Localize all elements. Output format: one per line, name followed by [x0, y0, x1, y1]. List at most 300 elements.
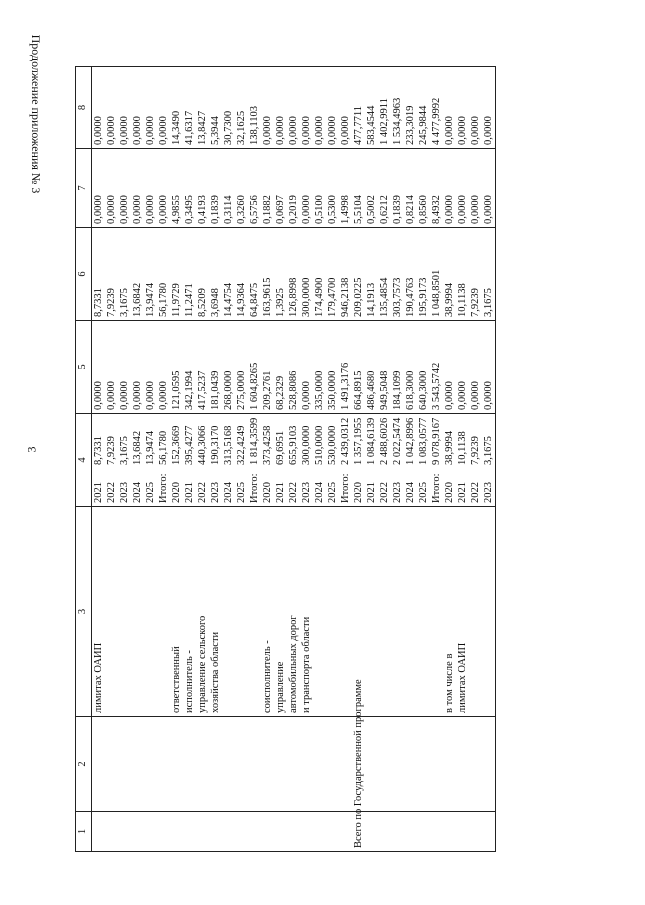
year-label: 2023: [392, 482, 403, 503]
year-total-cell: [456, 414, 469, 507]
value-cell: 11,9729: [170, 228, 183, 321]
column-2-cell: [157, 717, 170, 812]
value-cell: 1 604,8265: [248, 321, 261, 414]
program-name-cell: [235, 812, 248, 852]
value-cell: 0,0000: [482, 149, 496, 228]
value-cell: 0,8214: [404, 149, 417, 228]
value-cell: 0,0000: [456, 67, 469, 149]
value-cell: 68,2329: [274, 321, 287, 414]
total-value: 1 357,1955: [353, 417, 364, 465]
value-cell: 0,0000: [92, 321, 106, 414]
column-2-cell: [209, 717, 222, 812]
column-2-cell: [404, 717, 417, 812]
value-cell: 0,0000: [92, 149, 106, 228]
header-row: [76, 67, 92, 852]
executor-cell: [144, 507, 157, 717]
year-total-cell: [313, 414, 326, 507]
total-value: 9 078,9167: [431, 417, 442, 465]
program-name-cell: [183, 812, 196, 852]
value-cell: 64,8475: [248, 228, 261, 321]
value-cell: 664,8915: [352, 321, 365, 414]
value-cell: 7,9239: [105, 228, 118, 321]
value-cell: 949,5048: [378, 321, 391, 414]
table-row: [352, 67, 365, 852]
value-cell: 417,5237: [196, 321, 209, 414]
total-value: 313,5168: [223, 425, 234, 465]
value-cell: 0,0000: [118, 321, 131, 414]
program-name-cell: [378, 812, 391, 852]
continuation-label: Продолжение приложения № 3: [29, 34, 43, 194]
value-cell: 640,3000: [417, 321, 430, 414]
value-cell: 0,0000: [482, 67, 496, 149]
value-cell: 0,3495: [183, 149, 196, 228]
value-cell: 0,0000: [482, 321, 496, 414]
total-value: 13,6842: [132, 430, 143, 465]
value-cell: 0,5300: [326, 149, 339, 228]
budget-table-rotated: [75, 67, 645, 852]
year-label: Итого:: [249, 473, 260, 503]
column-2-cell: [417, 717, 430, 812]
executor-cell: [482, 507, 496, 717]
column-header: 7: [76, 149, 92, 228]
program-name-cell: [404, 812, 417, 852]
column-header: 2: [76, 717, 92, 812]
executor-cell: соисполнитель -: [261, 507, 274, 717]
total-value: 395,4277: [184, 425, 195, 465]
program-name-cell: [274, 812, 287, 852]
value-cell: 8,4932: [430, 149, 443, 228]
year-label: 2022: [197, 482, 208, 503]
column-2-cell: [144, 717, 157, 812]
value-cell: 56,1780: [157, 228, 170, 321]
column-2-cell: [118, 717, 131, 812]
value-cell: 245,9844: [417, 67, 430, 149]
value-cell: 583,4544: [365, 67, 378, 149]
executor-cell: лимитах ОАИП: [92, 507, 106, 717]
program-name-cell: [365, 812, 378, 852]
executor-cell: в том числе в: [443, 507, 456, 717]
table-body: [92, 67, 496, 852]
total-value: 3,1675: [119, 436, 130, 465]
value-cell: 0,0000: [131, 67, 144, 149]
table-row: [378, 67, 391, 852]
program-name-cell: [287, 812, 300, 852]
table-row: [287, 67, 300, 852]
column-2-cell: [248, 717, 261, 812]
value-cell: 0,3114: [222, 149, 235, 228]
value-cell: 486,4680: [365, 321, 378, 414]
total-value: 1 814,3599: [249, 417, 260, 465]
year-label: 2025: [327, 482, 338, 503]
year-total-cell: [391, 414, 404, 507]
column-header: 1: [76, 812, 92, 852]
year-label: 2021: [275, 482, 286, 503]
value-cell: 126,8998: [287, 228, 300, 321]
value-cell: 1 534,4963: [391, 67, 404, 149]
executor-cell: [404, 507, 417, 717]
total-value: 13,9474: [145, 430, 156, 465]
year-total-cell: [365, 414, 378, 507]
table-row: [118, 67, 131, 852]
executor-cell: лимитах ОАИП: [456, 507, 469, 717]
column-header: 6: [76, 228, 92, 321]
executor-cell: [222, 507, 235, 717]
value-cell: 1,3925: [274, 228, 287, 321]
table-row: [417, 67, 430, 852]
value-cell: 0,0000: [443, 67, 456, 149]
program-name-cell: [131, 812, 144, 852]
value-cell: 0,0000: [144, 149, 157, 228]
year-total-cell: [417, 414, 430, 507]
column-2-cell: [391, 717, 404, 812]
program-name-cell: [222, 812, 235, 852]
table-row: [313, 67, 326, 852]
program-name-cell: [417, 812, 430, 852]
value-cell: 7,9239: [469, 228, 482, 321]
year-total-cell: [378, 414, 391, 507]
table-row: [196, 67, 209, 852]
executor-cell: и транспорта области: [300, 507, 313, 717]
year-total-cell: [469, 414, 482, 507]
column-2-cell: [313, 717, 326, 812]
total-value: 2 488,6026: [379, 417, 390, 465]
year-total-cell: [183, 414, 196, 507]
value-cell: 30,7300: [222, 67, 235, 149]
year-label: 2024: [223, 482, 234, 503]
column-2-cell: [274, 717, 287, 812]
year-label: 2023: [119, 482, 130, 503]
year-total-cell: [430, 414, 443, 507]
total-value: 7,9239: [470, 436, 481, 465]
year-label: 2021: [457, 482, 468, 503]
year-total-cell: [326, 414, 339, 507]
year-total-cell: [222, 414, 235, 507]
value-cell: 335,0000: [313, 321, 326, 414]
table-row: [300, 67, 313, 852]
value-cell: 0,0000: [118, 149, 131, 228]
value-cell: 0,5002: [365, 149, 378, 228]
column-2-cell: [222, 717, 235, 812]
year-label: 2024: [132, 482, 143, 503]
value-cell: 1 048,8501: [430, 228, 443, 321]
table-row: [92, 67, 106, 852]
column-2-cell: [183, 717, 196, 812]
table-row: [274, 67, 287, 852]
value-cell: 0,1839: [391, 149, 404, 228]
table-row: [365, 67, 378, 852]
value-cell: 0,0000: [118, 67, 131, 149]
value-cell: 0,0000: [261, 67, 274, 149]
value-cell: 13,6842: [131, 228, 144, 321]
year-total-cell: [144, 414, 157, 507]
value-cell: 618,3000: [404, 321, 417, 414]
value-cell: 8,7331: [92, 228, 106, 321]
value-cell: 181,0439: [209, 321, 222, 414]
column-2-cell: [456, 717, 469, 812]
total-value: 7,9239: [106, 436, 117, 465]
value-cell: 0,0000: [287, 67, 300, 149]
executor-cell: исполнитель -: [183, 507, 196, 717]
executor-cell: хозяйства области: [209, 507, 222, 717]
program-name-cell: [443, 812, 456, 852]
column-2-cell: [196, 717, 209, 812]
column-2-cell: [469, 717, 482, 812]
column-2-cell: [235, 717, 248, 812]
year-label: 2023: [483, 482, 494, 503]
executor-cell: [118, 507, 131, 717]
year-total-cell: [300, 414, 313, 507]
year-total-cell: [170, 414, 183, 507]
value-cell: 233,3019: [404, 67, 417, 149]
value-cell: 0,0000: [157, 67, 170, 149]
year-total-cell: [274, 414, 287, 507]
column-header: 8: [76, 67, 92, 149]
value-cell: 0,5100: [313, 149, 326, 228]
total-value: 1 042,8996: [405, 417, 416, 465]
value-cell: 121,0595: [170, 321, 183, 414]
column-2-cell: [482, 717, 496, 812]
column-header: 3: [76, 507, 92, 717]
value-cell: 0,6212: [378, 149, 391, 228]
program-name-cell: [391, 812, 404, 852]
value-cell: 0,0000: [144, 67, 157, 149]
year-total-cell: [287, 414, 300, 507]
value-cell: 0,0000: [300, 67, 313, 149]
executor-cell: [248, 507, 261, 717]
year-label: 2022: [379, 482, 390, 503]
value-cell: 0,0000: [274, 67, 287, 149]
year-label: 2022: [470, 482, 481, 503]
year-label: 2020: [444, 482, 455, 503]
executor-cell: [131, 507, 144, 717]
value-cell: 0,0000: [443, 149, 456, 228]
value-cell: 0,4193: [196, 149, 209, 228]
value-cell: 268,0000: [222, 321, 235, 414]
year-label: 2021: [366, 482, 377, 503]
table-row: [261, 67, 274, 852]
total-value: 530,0000: [327, 425, 338, 465]
executor-cell: [157, 507, 170, 717]
column-2-cell: [430, 717, 443, 812]
total-value: 373,4258: [262, 425, 273, 465]
value-cell: 3,6948: [209, 228, 222, 321]
value-cell: 0,0000: [131, 321, 144, 414]
column-2-cell: [365, 717, 378, 812]
year-label: 2025: [418, 482, 429, 503]
value-cell: 5,3944: [209, 67, 222, 149]
program-name-cell: [144, 812, 157, 852]
column-2-cell: [131, 717, 144, 812]
value-cell: 0,1839: [209, 149, 222, 228]
column-2-cell: [443, 717, 456, 812]
total-value: 190,3170: [210, 425, 221, 465]
total-value: 2 022,5474: [392, 417, 403, 465]
year-label: Итого:: [158, 473, 169, 503]
value-cell: 0,0000: [131, 149, 144, 228]
column-2-cell: [300, 717, 313, 812]
total-value: 1 083,0577: [418, 417, 429, 465]
value-cell: 14,1913: [365, 228, 378, 321]
table-row: [482, 67, 496, 852]
column-2-cell: [261, 717, 274, 812]
year-label: 2025: [145, 482, 156, 503]
year-label: 2020: [353, 482, 364, 503]
value-cell: 13,8427: [196, 67, 209, 149]
table-row: [170, 67, 183, 852]
table-row: [456, 67, 469, 852]
table-row: [144, 67, 157, 852]
total-value: 8,7331: [93, 436, 104, 465]
year-total-cell: [248, 414, 261, 507]
value-cell: 184,1099: [391, 321, 404, 414]
column-2-cell: [287, 717, 300, 812]
total-value: 440,3066: [197, 425, 208, 465]
value-cell: 4,9855: [170, 149, 183, 228]
program-name-cell: [105, 812, 118, 852]
value-cell: 1 402,9911: [378, 67, 391, 149]
table-row: [105, 67, 118, 852]
column-header: 5: [76, 321, 92, 414]
year-label: 2023: [210, 482, 221, 503]
table-row: [235, 67, 248, 852]
value-cell: 528,8086: [287, 321, 300, 414]
value-cell: 209,0225: [352, 228, 365, 321]
total-value: 655,9103: [288, 425, 299, 465]
value-cell: 0,0000: [326, 67, 339, 149]
value-cell: 0,0000: [469, 149, 482, 228]
program-name-cell: [248, 812, 261, 852]
year-total-cell: [92, 414, 106, 507]
year-total-cell: [443, 414, 456, 507]
value-cell: 0,1882: [261, 149, 274, 228]
total-value: 69,6951: [275, 430, 286, 465]
program-name-cell: [118, 812, 131, 852]
table-row: [430, 67, 443, 852]
year-total-cell: [339, 414, 352, 507]
table-row: [248, 67, 261, 852]
value-cell: 135,4854: [378, 228, 391, 321]
table-row: [157, 67, 170, 852]
year-label: 2020: [262, 482, 273, 503]
year-total-cell: [105, 414, 118, 507]
program-name-cell: [430, 812, 443, 852]
total-value: 56,1780: [158, 430, 169, 465]
program-name-cell: [326, 812, 339, 852]
total-value: 510,0000: [314, 425, 325, 465]
program-name-cell: [157, 812, 170, 852]
value-cell: 0,0000: [300, 149, 313, 228]
year-label: 2022: [106, 482, 117, 503]
column-2-cell: [92, 717, 106, 812]
executor-cell: [365, 507, 378, 717]
value-cell: 0,0000: [300, 321, 313, 414]
value-cell: 41,6317: [183, 67, 196, 149]
value-cell: 32,1625: [235, 67, 248, 149]
value-cell: 0,0000: [313, 67, 326, 149]
table-row: [183, 67, 196, 852]
year-total-cell: [235, 414, 248, 507]
executor-cell: [326, 507, 339, 717]
value-cell: 4 477,9992: [430, 67, 443, 149]
table-row: [391, 67, 404, 852]
value-cell: 0,0000: [456, 149, 469, 228]
year-label: Итого:: [340, 473, 351, 503]
value-cell: 209,2761: [261, 321, 274, 414]
total-value: 300,0000: [301, 425, 312, 465]
value-cell: 0,0000: [144, 321, 157, 414]
table-row: [222, 67, 235, 852]
program-name-cell: [300, 812, 313, 852]
year-total-cell: [352, 414, 365, 507]
year-label: Итого:: [431, 473, 442, 503]
value-cell: 195,9173: [417, 228, 430, 321]
value-cell: 0,0000: [105, 149, 118, 228]
program-name-cell: [92, 812, 106, 852]
year-total-cell: [118, 414, 131, 507]
value-cell: 0,0000: [469, 321, 482, 414]
executor-cell: управление: [274, 507, 287, 717]
value-cell: 38,9994: [443, 228, 456, 321]
value-cell: 0,8560: [417, 149, 430, 228]
value-cell: 3,1675: [118, 228, 131, 321]
value-cell: 3 543,5742: [430, 321, 443, 414]
table-row: [404, 67, 417, 852]
table-row: [209, 67, 222, 852]
value-cell: 14,9364: [235, 228, 248, 321]
total-value: 38,9994: [444, 430, 455, 465]
value-cell: 10,1138: [456, 228, 469, 321]
program-name-cell: [261, 812, 274, 852]
program-name-cell: [313, 812, 326, 852]
value-cell: 138,1103: [248, 67, 261, 149]
value-cell: 0,0000: [157, 149, 170, 228]
value-cell: 0,0000: [469, 67, 482, 149]
executor-cell: [391, 507, 404, 717]
year-total-cell: [196, 414, 209, 507]
year-label: 2021: [184, 482, 195, 503]
value-cell: 174,4900: [313, 228, 326, 321]
column-2-cell: [170, 717, 183, 812]
value-cell: 0,2019: [287, 149, 300, 228]
value-cell: 0,0000: [339, 67, 352, 149]
total-value: 1 084,6139: [366, 417, 377, 465]
program-name-cell: [209, 812, 222, 852]
total-value: 3,1675: [483, 436, 494, 465]
value-cell: 190,4763: [404, 228, 417, 321]
table-row: [443, 67, 456, 852]
value-cell: 0,3260: [235, 149, 248, 228]
budget-table: [75, 66, 496, 852]
value-cell: 5,5104: [352, 149, 365, 228]
year-label: 2023: [301, 482, 312, 503]
program-name-cell: [170, 812, 183, 852]
program-name-cell: [339, 812, 352, 852]
value-cell: 0,0697: [274, 149, 287, 228]
value-cell: 13,9474: [144, 228, 157, 321]
value-cell: 0,0000: [456, 321, 469, 414]
year-total-cell: [131, 414, 144, 507]
column-2-cell: [339, 717, 352, 812]
executor-cell: [469, 507, 482, 717]
program-name-cell: [196, 812, 209, 852]
column-2-cell: [105, 717, 118, 812]
column-header: 4: [76, 414, 92, 507]
table-row: [131, 67, 144, 852]
executor-cell: управление сельского: [196, 507, 209, 717]
program-name-cell: [482, 812, 496, 852]
year-label: 2020: [171, 482, 182, 503]
program-name-cell: Всего по Государственной программе: [352, 812, 365, 852]
